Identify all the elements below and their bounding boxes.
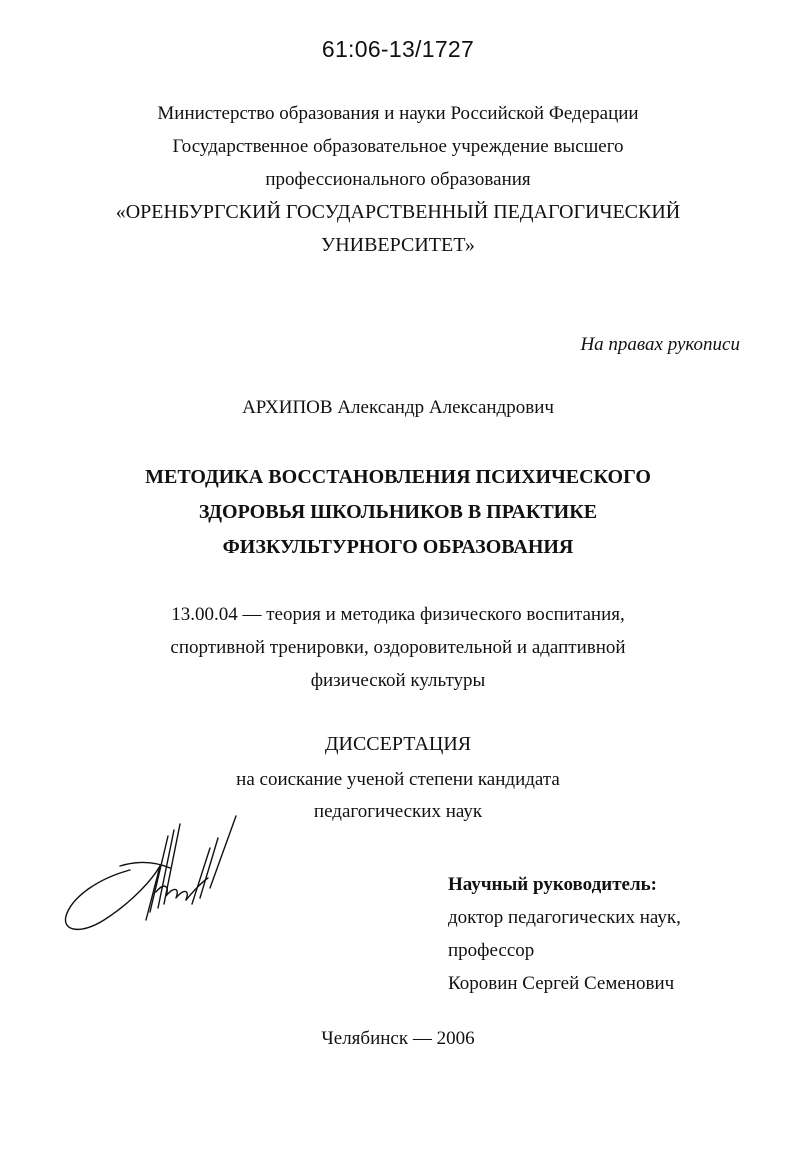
city-year: Челябинск — 2006 — [321, 1028, 475, 1049]
dissertation-heading: ДИССЕРТАЦИЯ — [324, 733, 472, 755]
title-line-1: МЕТОДИКА ВОССТАНОВЛЕНИЯ ПСИХИЧЕСКОГО — [145, 466, 651, 488]
title-line-3: ФИЗКУЛЬТУРНОГО ОБРАЗОВАНИЯ — [222, 536, 574, 558]
handwritten-signature — [60, 808, 250, 938]
author-name: АРХИПОВ Александр Александрович — [242, 397, 554, 418]
supervisor-name: Коровин Сергей Семенович — [448, 973, 675, 994]
specialty-block — [0, 598, 796, 697]
institution-line-professional: профессионального образования — [265, 169, 531, 190]
institution-block — [0, 97, 796, 262]
specialty-line-3: физической культуры — [310, 670, 486, 691]
institution-line-university: «ОРЕНБУРГСКИЙ ГОСУДАРСТВЕННЫЙ ПЕДАГОГИЧЕСКИЙ — [115, 201, 681, 223]
degree-line-1: на соискание ученой степени кандидата — [236, 769, 560, 790]
manuscript-rights: На правах рукописи — [580, 334, 740, 355]
title-line-2: ЗДОРОВЬЯ ШКОЛЬНИКОВ В ПРАКТИКЕ — [198, 501, 598, 523]
specialty-line-2: спортивной тренировки, оздоровительной и адаптивной — [170, 637, 626, 658]
supervisor-block — [448, 868, 681, 1000]
document-code: 61:06-13/1727 — [321, 36, 475, 62]
institution-line-university-end: УНИВЕРСИТЕТ» — [321, 234, 475, 256]
supervisor-heading: Научный руководитель: — [448, 874, 657, 895]
dissertation-title — [0, 460, 796, 565]
degree-line-2: педагогических наук — [313, 801, 483, 822]
specialty-line-1: 13.00.04 — теория и методика физического воспитания, — [171, 604, 625, 625]
institution-line-ministry: Министерство образования и науки Российской Федерации — [157, 103, 639, 124]
supervisor-rank: профессор — [448, 940, 535, 961]
supervisor-degree: доктор педагогических наук, — [448, 907, 681, 928]
institution-line-state: Государственное образовательное учреждение высшего — [172, 136, 624, 157]
